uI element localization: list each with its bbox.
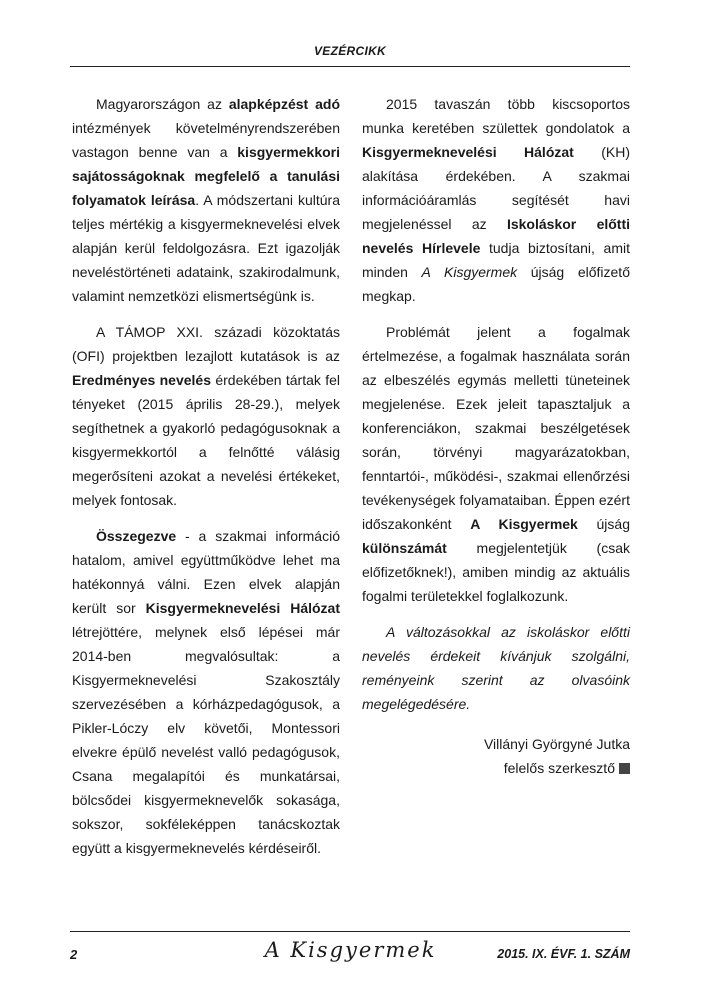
- bold-phrase: különszámát: [362, 540, 447, 556]
- text-run: érdekében tártak fel tényeket (2015 április 28-29.), melyek segíthetnek a gyakorló pedagógusoknak a kisgyermekkortól a felnőtté válásig megerősíteni azokat a nevelési értékeket, melyek fontosak.: [72, 372, 341, 508]
- text-run: A TÁMOP XXI. századi közoktatás (OFI) projektben lezajlott kutatások is az: [72, 324, 340, 364]
- signature-role: felelős szerkesztő: [503, 760, 615, 776]
- text-run: Magyarországon az: [96, 96, 229, 112]
- paragraph: [72, 92, 340, 308]
- text-run: intézmények követelményrendszerében vastagon benne van a: [72, 120, 340, 160]
- text-run: megjelentetjük (csak előfizetőknek!), amiben mindig az aktuális fogalmi területekkel foglalkozunk.: [362, 540, 630, 604]
- paragraph: [362, 320, 630, 608]
- text-run: létrejöttére, melynek első lépései már 2014-ben megvalósultak: a Kisgyermeknevelési Szakosztály szervezésében a kórházpedagógusok, a Pikler-Lóczy elv követői, Montessori elvekre épülő nevelést valló pedagógusok, Csana megalapítói és munkatársai, bölcsődei kisgyermeknevelők sokasága, sokszor, sokféleképpen tanácskoztak együtt a kisgyermeknevelés kérdéseiről.: [72, 624, 340, 856]
- text-run: újság: [577, 516, 630, 532]
- text-run: . A módszertani kultúra teljes mértékig a kisgyermeknevelési elvek alapján kerül feldolgozásra. Ezt igazolják neveléstörténeti adataink, szakirodalmunk, valamint nemzetközi elismertségünk is.: [72, 192, 340, 304]
- bold-phrase: Iskoláskor előtti nevelés Hírlevele: [362, 216, 631, 256]
- bold-phrase: Összegezve: [96, 528, 177, 544]
- text-run: - a szakmai információ hatalom, amivel együttműködve lehet ma hatékonnyá válni. Ezen elvek alapján került sor: [72, 528, 340, 616]
- bold-phrase: kisgyermekkori sajátosságoknak megfelelő a tanulási folyamatok leírása: [72, 144, 340, 208]
- text-run: (KH) alakítása érdekében. A szakmai információáramlás segítését havi megjelenéssel az: [362, 144, 630, 232]
- end-mark-icon: [619, 763, 630, 774]
- text-run: tudja biztosítani, amit minden: [362, 240, 630, 280]
- paragraph: [72, 524, 340, 860]
- footer-rule: [70, 931, 630, 932]
- closing-paragraph: A változásokkal az iskoláskor előtti nevelés érdekeit kívánjuk szolgálni, reményeink szerint az olvasóink megelégedésére.: [362, 624, 630, 712]
- left-column: [72, 92, 340, 872]
- signature-name: Villányi Györgyné Jutka: [483, 736, 630, 752]
- right-column: [362, 92, 630, 792]
- signature: [362, 732, 630, 780]
- bold-phrase: Kisgyermeknevelési Hálózat: [362, 144, 574, 160]
- italic-phrase: A Kisgyermek: [421, 264, 518, 280]
- bold-phrase: alapképzést adó: [228, 96, 340, 112]
- section-header: VEZÉRCIKK: [313, 44, 387, 58]
- text-run: újság előfizető megkap.: [362, 264, 630, 304]
- issue-label: 2015. IX. ÉVF. 1. SZÁM: [497, 947, 630, 961]
- page-number: 2: [70, 947, 78, 962]
- bold-phrase: A Kisgyermek: [470, 516, 578, 532]
- bold-phrase: Eredményes nevelés: [72, 372, 211, 388]
- text-run: Problémát jelent a fogalmak értelmezése, a fogalmak használata során az elbeszélés egymás melletti tüneteinek megjelenése. Ezek jeleit tapasztaljuk a konferenciákon, szakmai beszélgetések során, törvényi magyarázatokban, fenntartói-, működési-, szakmai ellenőrzési tevékenységek folyamataiban. Éppen ezért időszakonként: [362, 324, 630, 532]
- bold-phrase: Kisgyermeknevelési Hálózat: [145, 600, 340, 616]
- paragraph: [362, 92, 630, 308]
- paragraph: [72, 320, 340, 512]
- magazine-title: A Kisgyermek: [264, 938, 437, 962]
- text-run: 2015 tavaszán több kiscsoportos munka keretében születtek gondolatok a: [362, 96, 630, 136]
- header-rule: [70, 66, 630, 67]
